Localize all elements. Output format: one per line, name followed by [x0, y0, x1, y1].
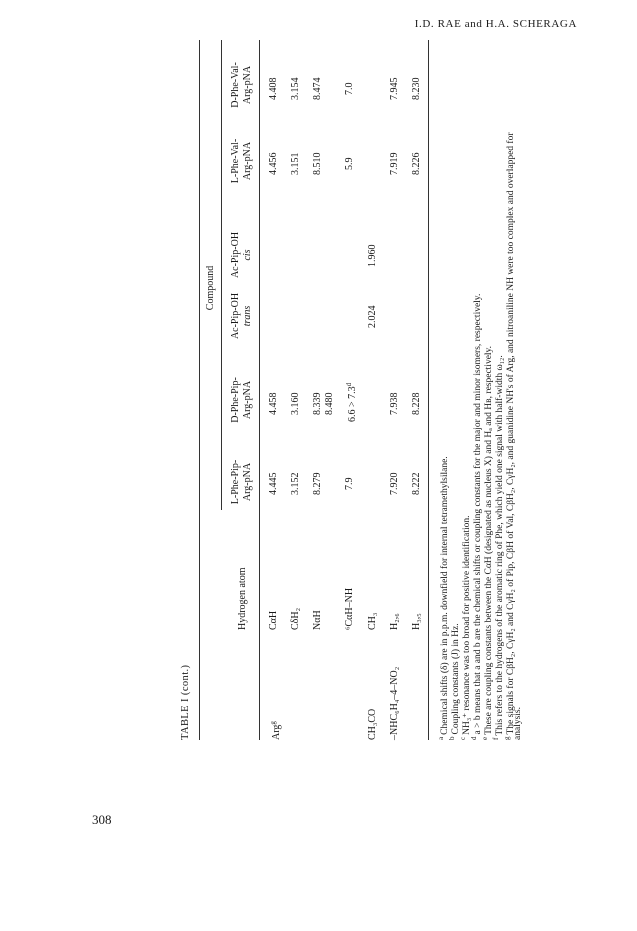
- value-cell: 8.510: [312, 152, 323, 175]
- footnote: $^d$a > b means that a and b are the chemical shifts or coupling constants for the major and minor isomers, respectively.: [470, 293, 483, 740]
- col-header-4-line2: cis: [242, 249, 253, 261]
- atom-calpha: CαH: [268, 610, 279, 630]
- col-header-1-line2: Arg-pNA: [242, 462, 253, 502]
- atom-coupling: ⁶CαH–NH: [344, 587, 355, 630]
- value-cell: 2.024: [367, 305, 378, 328]
- value-cell: 1.960: [367, 244, 378, 267]
- col-header-3-line2: trans: [242, 305, 253, 327]
- value-cell: 7.920: [389, 472, 400, 495]
- atom-nalpha: NαH: [312, 610, 323, 630]
- page-number: 308: [92, 812, 112, 827]
- footnote: analysis.: [513, 707, 523, 740]
- value-cell: 5.9: [344, 157, 355, 170]
- value-cell: 7.919: [389, 152, 400, 175]
- value-cell: 4.445: [268, 472, 279, 495]
- atom-h26: H₂,₆: [389, 613, 400, 630]
- group-nhc6h4no2: –NHC₆H₄–4–NO₂: [389, 666, 400, 740]
- footnote: $^c$NH₃⁺ resonance was too broad for positive identification.: [459, 515, 472, 740]
- col-header-4-line1: Ac-Pip-OH: [230, 231, 241, 279]
- value-cell: 8.230: [411, 77, 422, 100]
- value-cell: 4.408: [268, 77, 279, 100]
- col-header-5-line1: L-Phe-Val-: [230, 138, 241, 184]
- value-cell: 7.945: [389, 77, 400, 100]
- atom-cdelta: CδH₂: [290, 607, 301, 630]
- value-cell: 8.228: [411, 392, 422, 415]
- table-caption: TABLE I (cont.): [180, 664, 191, 740]
- atom-h35: H₃,₅: [411, 613, 422, 630]
- value-cell: 3.154: [290, 77, 301, 100]
- footnote: $^f$This refers to the hydrogens of the aromatic ring of Phe, which yield one signal with half-width ω₁₂.: [492, 355, 505, 740]
- group-ch3co: CH₃CO: [367, 708, 378, 740]
- table-bottom-rule: [428, 40, 429, 740]
- col-header-5-line2: Arg-pNA: [242, 141, 253, 181]
- value-cell: 8.474: [312, 77, 323, 100]
- value-cell: 8.480: [324, 392, 335, 415]
- atom-ch3: CH₃: [367, 612, 378, 630]
- running-head: I.D. RAE and H.A. SCHERAGA: [414, 18, 577, 30]
- rotated-table-area: [180, 40, 560, 740]
- table-top-rule: [199, 40, 200, 740]
- compound-header: Compound: [205, 265, 216, 311]
- value-cell: 6.6 > 7.3$^d$: [345, 382, 358, 422]
- footnote: $^b$Coupling constants (J) in Hz.: [448, 623, 461, 740]
- value-cell: 7.938: [389, 392, 400, 415]
- value-cell: 8.222: [411, 472, 422, 495]
- footnote: $^g$The signals for CβH₂, CγH₂ and CγH₂ of Pip, CβH of Val, CβH₂, CγH₂, and guanidine NH's of Arg, and nitroaniline NH were too complex and overlapped for: [503, 132, 516, 740]
- col-header-6-line1: D-Phe-Val-: [230, 62, 241, 108]
- col-header-3-line1: Ac-Pip-OH: [230, 292, 241, 340]
- value-cell: 3.152: [290, 472, 301, 495]
- header-bottom-rule: [259, 40, 260, 740]
- value-cell: 4.456: [268, 152, 279, 175]
- footnote: $^a$Chemical shifts (δ) are in p.p.m. downfield for internal tetramethylsilane.: [437, 456, 450, 740]
- col-header-2-line1: D-Phe-Pip-: [230, 377, 241, 423]
- value-cell: 4.458: [268, 392, 279, 415]
- compound-rule: [221, 40, 222, 510]
- value-cell: 8.279: [312, 472, 323, 495]
- value-cell: 3.151: [290, 152, 301, 175]
- value-cell: 8.226: [411, 152, 422, 175]
- value-cell: 7.9: [344, 477, 355, 490]
- value-cell: 3.160: [290, 392, 301, 415]
- value-cell: 7.0: [344, 82, 355, 95]
- col-header-6-line2: Arg-pNA: [242, 65, 253, 105]
- col-header-2-line2: Arg-pNA: [242, 380, 253, 420]
- value-cell: 8.339: [312, 392, 323, 415]
- footnote: $^e$These are coupling constants between the CαH (designated as nucleus X) and Hₐ and Hʙ, respectively.: [481, 345, 494, 740]
- col-header-1-line1: L-Phe-Pip-: [230, 459, 241, 505]
- group-arg: Arg$^g$: [269, 721, 282, 740]
- col-header-hydrogen: Hydrogen atom: [237, 567, 248, 630]
